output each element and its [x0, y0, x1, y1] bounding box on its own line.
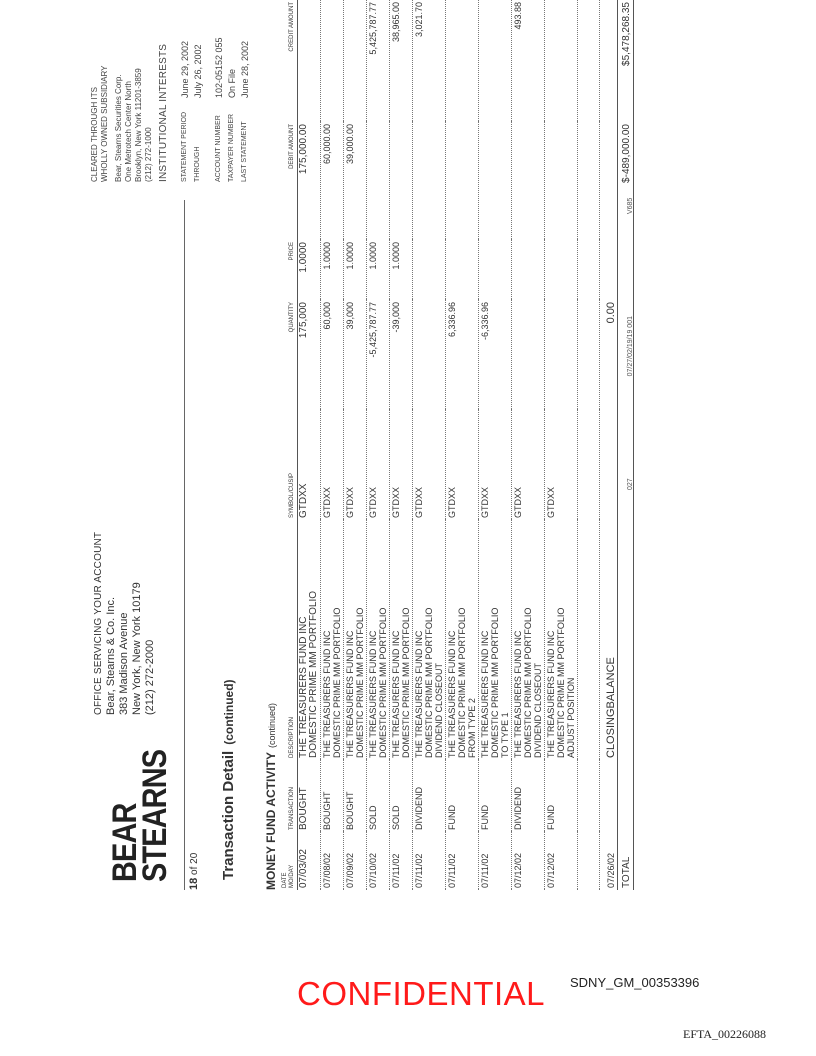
clearing-line-2: WHOLLY OWNED SUBSIDIARY	[100, 65, 109, 182]
division-name: INSTITUTIONAL INTERESTS	[158, 43, 169, 182]
row-description	[321, 520, 344, 760]
row-description-line: ADJUST POSITION	[566, 677, 576, 758]
row-description-line: DOMESTIC PRIME MM PORTFOLIO	[401, 607, 411, 758]
office-heading: OFFICE SERVICING YOUR ACCOUNT	[93, 531, 104, 715]
row-date: 07/11/02	[446, 832, 479, 890]
row-description-line: DIVIDEND CLOSEOUT	[533, 662, 543, 758]
row-description-line: THE TREASURERS FUND INC	[546, 630, 556, 758]
row-description-line: THE TREASURERS FUND INC	[322, 630, 332, 758]
row-description	[479, 520, 512, 760]
closing-date: 07/26/02	[600, 832, 618, 890]
total-credit: $5,478,268.35	[618, 0, 634, 122]
table-body	[298, 0, 578, 890]
row-price: 1.0000	[344, 240, 367, 300]
footer-code-1: 027	[627, 478, 634, 490]
total-debit: $-489,000.00	[618, 122, 634, 240]
statement-period-label: STATEMENT PERIOD	[181, 111, 188, 182]
row-credit: 38,965.00	[390, 0, 413, 122]
col-date	[282, 832, 298, 890]
row-description	[446, 520, 479, 760]
row-credit	[321, 0, 344, 122]
row-debit	[367, 122, 390, 240]
row-description	[298, 520, 321, 760]
row-date: 07/12/02	[545, 832, 578, 890]
row-debit	[479, 122, 512, 240]
row-price	[413, 240, 446, 300]
row-debit: 60,000.00	[321, 122, 344, 240]
table-row	[367, 0, 390, 890]
row-debit	[413, 122, 446, 240]
row-date: 07/11/02	[479, 832, 512, 890]
office-address-1: 383 Madison Avenue	[118, 612, 130, 715]
row-transaction-type: BOUGHT	[344, 760, 367, 832]
row-quantity	[545, 300, 578, 410]
row-price	[479, 240, 512, 300]
table-summary	[578, 0, 634, 890]
account-number-label: ACCOUNT NUMBER	[215, 115, 222, 182]
row-description-line: THE TREASURERS FUND INC	[513, 630, 523, 758]
logo-line-1: BEAR	[106, 803, 144, 882]
clearing-line-1: CLEARED THROUGH ITS	[90, 87, 99, 182]
efta-number: EFTA_00226088	[683, 1027, 767, 1041]
section-continued: (continued)	[222, 679, 236, 745]
money-fund-activity-table	[282, 0, 634, 890]
row-description-line: DOMESTIC PRIME MM PORTFOLIO	[332, 607, 342, 758]
last-statement-value: June 28, 2002	[240, 40, 250, 98]
row-price: 1.0000	[321, 240, 344, 300]
bates-number: SDNY_GM_00353396	[570, 975, 700, 990]
row-credit	[479, 0, 512, 122]
section-title	[220, 679, 237, 880]
row-description-line: DOMESTIC PRIME MM PORTFOLIO	[556, 607, 566, 758]
row-debit: 175,000.00	[298, 122, 321, 240]
table-row	[413, 0, 446, 890]
row-price	[545, 240, 578, 300]
col-debit: DEBIT AMOUNT	[282, 122, 298, 240]
clearing-info-block	[90, 0, 250, 182]
clearing-name: Bear, Stearns Securities Corp.	[114, 74, 123, 182]
row-transaction-type: FUND	[479, 760, 512, 832]
row-symbol: GTDXX	[413, 410, 446, 520]
row-symbol: GTDXX	[367, 410, 390, 520]
col-price: PRICE	[282, 240, 298, 300]
row-credit	[545, 0, 578, 122]
row-description	[344, 520, 367, 760]
row-description-line: THE TREASURERS FUND INC	[414, 630, 424, 758]
closing-balance-row	[600, 0, 618, 890]
row-price	[512, 240, 545, 300]
row-debit	[545, 122, 578, 240]
closing-quantity: 0.00	[600, 300, 618, 410]
row-quantity: -6,336.96	[479, 300, 512, 410]
header-rule	[184, 200, 185, 890]
row-description-line: THE TREASURERS FUND INC	[298, 616, 309, 758]
office-phone: (212) 272-2000	[144, 639, 156, 715]
taxpayer-number	[227, 0, 237, 182]
table-row	[298, 0, 321, 890]
row-description-line: DOMESTIC PRIME MM PORTFOLIO	[457, 607, 467, 758]
col-symbol: SYMBOL/CUSIP	[282, 410, 298, 520]
row-description-line: DOMESTIC PRIME MM PORTFOLIO	[355, 607, 365, 758]
account-number-value: 102-05152 055	[214, 37, 224, 98]
statement-period-value: June 29, 2002	[180, 40, 190, 98]
row-description-line: THE TREASURERS FUND INC	[368, 630, 378, 758]
row-description-line: THE TREASURERS FUND INC	[447, 630, 457, 758]
row-price: 1.0000	[367, 240, 390, 300]
table-spacer-row	[578, 0, 600, 890]
row-description-line: TO TYPE 1	[500, 712, 510, 758]
logo-line-2: STEARNS	[136, 749, 174, 882]
subsection-continued: (continued)	[267, 702, 277, 748]
row-transaction-type: SOLD	[390, 760, 413, 832]
row-description-line: THE TREASURERS FUND INC	[345, 630, 355, 758]
row-symbol: GTDXX	[390, 410, 413, 520]
row-symbol: GTDXX	[479, 410, 512, 520]
row-credit: 493.88	[512, 0, 545, 122]
subsection-title-text: MONEY FUND ACTIVITY	[264, 751, 278, 890]
row-description-line: DOMESTIC PRIME MM PORTFOLIO	[490, 607, 500, 758]
row-date: 07/10/02	[367, 832, 390, 890]
row-transaction-type: DIVIDEND	[413, 760, 446, 832]
row-symbol: GTDXX	[446, 410, 479, 520]
row-quantity	[512, 300, 545, 410]
through-value: July 26, 2002	[193, 44, 203, 98]
row-description	[512, 520, 545, 760]
closing-label: CLOSINGBALANCE	[600, 520, 618, 760]
row-symbol: GTDXX	[298, 410, 321, 520]
rotated-statement	[72, 0, 647, 910]
section-title-text: Transaction Detail	[220, 750, 237, 880]
row-description	[367, 520, 390, 760]
table-row	[321, 0, 344, 890]
row-credit: 3,021.70	[413, 0, 446, 122]
row-quantity: -5,425,787.77	[367, 300, 390, 410]
last-statement	[240, 0, 250, 182]
clearing-phone: (212) 272-1000	[144, 127, 153, 182]
col-date-line-2: MO/DAY	[289, 864, 295, 888]
row-symbol: GTDXX	[512, 410, 545, 520]
row-quantity: 60,000	[321, 300, 344, 410]
row-credit: 5,425,787.77	[367, 0, 390, 122]
row-symbol: GTDXX	[321, 410, 344, 520]
row-quantity: 6,336.96	[446, 300, 479, 410]
row-transaction-type: SOLD	[367, 760, 390, 832]
servicing-office-block	[92, 532, 157, 715]
row-description	[413, 520, 446, 760]
total-label: TOTAL	[618, 832, 634, 890]
page-count	[188, 853, 200, 890]
confidential-stamp: CONFIDENTIAL	[297, 975, 546, 1012]
row-date: 07/12/02	[512, 832, 545, 890]
through-label: THROUGH	[194, 146, 201, 182]
row-description-line: DOMESTIC PRIME MM PORTFOLIO	[308, 590, 319, 758]
row-description-line: DOMESTIC PRIME MM PORTFOLIO	[523, 607, 533, 758]
account-number	[214, 0, 224, 182]
row-debit: 39,000.00	[344, 122, 367, 240]
table-row	[446, 0, 479, 890]
row-date: 07/09/02	[344, 832, 367, 890]
row-date: 07/11/02	[413, 832, 446, 890]
bear-stearns-logo	[106, 749, 174, 882]
row-debit	[512, 122, 545, 240]
row-debit	[446, 122, 479, 240]
col-quantity: QUANTITY	[282, 300, 298, 410]
row-quantity	[413, 300, 446, 410]
footer-code-3: V685	[627, 197, 634, 215]
page-total: of 20	[189, 852, 200, 875]
row-symbol: GTDXX	[545, 410, 578, 520]
row-description-line: DOMESTIC PRIME MM PORTFOLIO	[378, 607, 388, 758]
row-symbol: GTDXX	[344, 410, 367, 520]
office-name: Bear, Stearns & Co. Inc.	[105, 596, 117, 715]
row-transaction-type: FUND	[446, 760, 479, 832]
last-statement-label: LAST STATEMENT	[241, 121, 248, 182]
clearing-address-1: One Metrotech Center North	[124, 81, 133, 182]
footer-codes	[627, 98, 634, 490]
col-date-line-1: DATE	[282, 872, 288, 888]
table-row	[344, 0, 367, 890]
row-credit	[446, 0, 479, 122]
row-price: 1.0000	[390, 240, 413, 300]
row-date: 07/03/02	[298, 832, 321, 890]
col-credit: CREDIT AMOUNT	[282, 0, 298, 122]
row-description	[390, 520, 413, 760]
page-number: 18	[188, 877, 200, 890]
row-transaction-type: BOUGHT	[321, 760, 344, 832]
row-price: 1.0000	[298, 240, 321, 300]
row-transaction-type: BOUGHT	[298, 760, 321, 832]
row-transaction-type: FUND	[545, 760, 578, 832]
table-row	[545, 0, 578, 890]
row-description-line: DIVIDEND CLOSEOUT	[434, 662, 444, 758]
row-description-line: THE TREASURERS FUND INC	[480, 630, 490, 758]
table-header-row	[282, 0, 298, 890]
subsection-title	[264, 703, 278, 890]
statement-period	[180, 0, 190, 182]
row-credit	[344, 0, 367, 122]
col-transaction: TRANSACTION	[282, 760, 298, 832]
table-row	[479, 0, 512, 890]
row-quantity: 175,000	[298, 300, 321, 410]
row-description	[545, 520, 578, 760]
row-quantity: 39,000	[344, 300, 367, 410]
row-price	[446, 240, 479, 300]
row-transaction-type: DIVIDEND	[512, 760, 545, 832]
table-row	[512, 0, 545, 890]
row-quantity: -39,000	[390, 300, 413, 410]
row-date: 07/08/02	[321, 832, 344, 890]
clearing-address-2: Brooklyn, New York 11201-3859	[134, 68, 143, 182]
row-description-line: THE TREASURERS FUND INC	[391, 630, 401, 758]
row-credit	[298, 0, 321, 122]
row-date: 07/11/02	[390, 832, 413, 890]
col-description: DESCRIPTION	[282, 520, 298, 760]
row-debit	[390, 122, 413, 240]
office-address-2: New York, New York 10179	[131, 582, 143, 715]
row-description-line: FROM TYPE 2	[467, 698, 477, 758]
taxpayer-number-value: On File	[227, 68, 237, 98]
through-date	[193, 0, 203, 182]
footer-code-2: 07/27/02/19/19 001	[627, 316, 634, 377]
table-row	[390, 0, 413, 890]
taxpayer-number-label: TAXPAYER NUMBER	[228, 113, 235, 182]
row-description-line: DOMESTIC PRIME MM PORTFOLIO	[424, 607, 434, 758]
